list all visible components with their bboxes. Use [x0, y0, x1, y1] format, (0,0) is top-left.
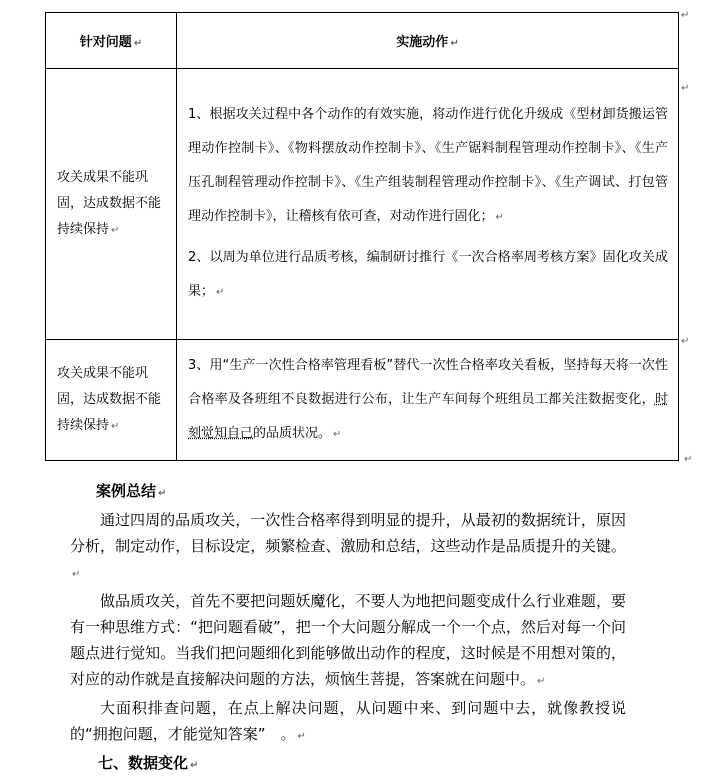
paragraph-mark-icon: ↵: [111, 420, 120, 432]
action-item: [188, 241, 668, 310]
cell-end-mark-icon: ↵: [681, 10, 690, 21]
action-text: 3、用“生产一次性合格率管理看板”替代一次性合格率攻关看板，坚持每天将一次性合格率及各班组不良数据进行公布，让生产车间每个班组员工都关注数据变化，: [188, 357, 668, 407]
problem-cell: [46, 69, 177, 340]
action-text: 1、根据攻关过程中各个动作的有效实施，将动作进行优化升级成《型材卸货搬运管理动作控制卡》、《物料摆放动作控制卡》、《生产锯料制程管理动作控制卡》、《生产压孔制程管理动作控制卡》、《生产组装制程管理动作控制卡》、《生产调试、打包管理动作控制卡》，让稽核有依可查，对动作进行固化；: [188, 107, 668, 224]
paragraph-mark-icon: ↵: [495, 212, 504, 223]
paragraph-mark-icon: ↵: [333, 428, 342, 440]
action-cell: [177, 69, 679, 340]
problem-text: 攻关成果不能巩固，达成数据不能持续保持: [57, 365, 162, 433]
problem-cell: [46, 340, 177, 461]
section-heading: 七、数据变化 ↵: [98, 754, 199, 772]
paragraph-mark-icon: ↵: [133, 38, 143, 49]
paragraph-mark-icon: ↵: [450, 38, 459, 49]
action-cell: [177, 340, 679, 461]
paragraph-mark-icon: ↵: [297, 731, 306, 742]
problem-text: 攻关成果不能巩固，达成数据不能持续保持: [57, 169, 162, 237]
table-row: [46, 69, 679, 340]
paragraph-mark-icon: ↵: [190, 760, 199, 771]
header-action: [177, 13, 679, 69]
summary-heading: 案例总结 ↵: [96, 482, 167, 500]
action-text: 2、以周为单位进行品质考核，编制研讨推行《一次合格率周考核方案》固化攻关成果；: [188, 250, 668, 299]
cell-end-mark-icon: ↵: [684, 454, 693, 465]
action-item: [188, 349, 668, 452]
action-text-underlined: 时刻觉知自己: [188, 391, 668, 441]
table-row: [46, 340, 679, 461]
paragraph-mark-icon: ↵: [537, 676, 546, 687]
paragraph-mark-icon: ↵: [72, 569, 81, 580]
summary-paragraph: 通过四周的品质攻关，一次性合格率得到明显的提升，从最初的数据统计，原因分析，制定动作，目标设定，频繁检查、激励和总结，这些动作是品质提升的关键。↵: [70, 511, 626, 580]
paragraph-mark-icon: ↵: [216, 287, 225, 298]
problem-action-table: [45, 12, 679, 461]
paragraph-mark-icon: ↵: [111, 224, 120, 236]
table-header-row: [46, 13, 679, 69]
header-action-label: 实施动作: [396, 35, 449, 50]
action-text-tail: 的品质状况。: [253, 425, 332, 441]
summary-paragraph: 大面积排查问题，在点上解决问题，从问题中来、到问题中去，就像教授说的“拥抱问题，才能觉知答案” 。 ↵: [70, 699, 626, 743]
paragraph-mark-icon: ↵: [158, 488, 167, 499]
action-item: [188, 98, 668, 235]
header-problem: [46, 13, 177, 69]
cell-end-mark-icon: ↵: [681, 83, 690, 94]
summary-paragraph: 做品质攻关，首先不要把问题妖魔化，不要人为地把问题变成什么行业难题，要有一种思维方式：“把问题看破”，把一个大问题分解成一个一个点，然后对每一个问题点进行觉知。当我们把问题细化到能够做出动作的程度，这时候是不用想对策的，对应的动作就是直接解决问题的方法，烦恼生菩提，答案就在问题中。 ↵: [70, 592, 626, 688]
header-problem-label: 针对问题: [79, 35, 132, 50]
case-summary: [70, 478, 626, 779]
cell-end-mark-icon: ↵: [681, 336, 690, 347]
